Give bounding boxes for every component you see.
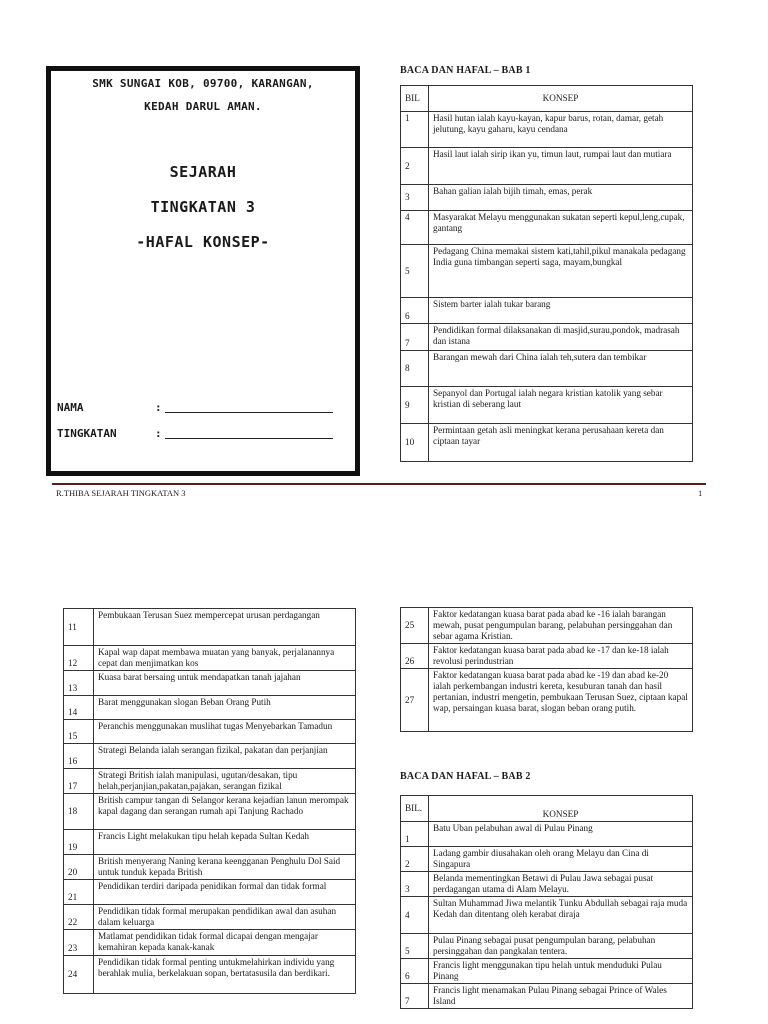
concept-text: Francis light menggunakan tipu helah untuk menduduki Pulau Pinang [429, 959, 693, 984]
row-number: 25 [401, 608, 429, 644]
table-row [401, 112, 693, 148]
table-row [64, 855, 356, 880]
table-row [401, 211, 693, 245]
table-row [64, 830, 356, 855]
page-number: 1 [698, 488, 703, 498]
table-row [64, 769, 356, 794]
school-name-line2: KEDAH DARUL AMAN. [144, 100, 262, 113]
column-header-konsep: KONSEP [429, 796, 693, 822]
row-number: 5 [401, 934, 429, 959]
column-header-konsep: KONSEP [429, 86, 693, 112]
row-number: 13 [64, 671, 94, 696]
concept-text: Francis Light melakukan tipu helah kepada Sultan Kedah [94, 830, 356, 855]
row-number: 16 [64, 744, 94, 769]
row-number: 19 [64, 830, 94, 855]
row-number: 1 [401, 112, 429, 148]
concept-text: Belanda mementingkan Betawi di Pulau Jawa sebagai pusat perdagangan utama di Alam Melayu. [429, 872, 693, 897]
form-blank-line [165, 438, 333, 439]
bab1-table [400, 85, 693, 462]
concept-text: British menyerang Naning kerana keengganan Penghulu Dol Said untuk tunduk kepada British [94, 855, 356, 880]
concept-text: Ladang gambir diusahakan oleh orang Melayu dan Cina di Singapura [429, 847, 693, 872]
concept-text: Pembukaan Terusan Suez mempercepat urusan perdagangan [94, 609, 356, 646]
page-divider [52, 483, 706, 485]
table-row [401, 669, 693, 732]
concept-text: Pendidikan formal dilaksanakan di masjid,surau,pondok, madrasah dan istana [429, 324, 693, 351]
table-row [401, 608, 693, 644]
bab2-table [400, 795, 693, 1009]
table-row [401, 298, 693, 324]
table-header-row [401, 796, 693, 822]
table-row [64, 646, 356, 671]
row-number: 2 [401, 148, 429, 185]
bab1-end-table [400, 607, 693, 732]
table-row [64, 671, 356, 696]
row-number: 7 [401, 984, 429, 1009]
table-row [401, 847, 693, 872]
table-row [64, 956, 356, 994]
row-number: 3 [401, 872, 429, 897]
table-row [64, 720, 356, 744]
concept-text: Batu Uban pelabuhan awal di Pulau Pinang [429, 822, 693, 847]
concept-text: Permintaan getah asli meningkat kerana perusahaan kereta dan ciptaan tayar [429, 424, 693, 462]
row-number: 5 [401, 245, 429, 298]
school-name-line1: SMK SUNGAI KOB, 09700, KARANGAN, [92, 77, 314, 90]
row-number: 12 [64, 646, 94, 671]
document-subtitle: -HAFAL KONSEP- [136, 233, 270, 251]
table-row [401, 148, 693, 185]
table-row [401, 351, 693, 387]
row-number: 2 [401, 847, 429, 872]
name-label: NAMA [57, 401, 84, 414]
concept-text: Barat menggunakan slogan Beban Orang Putih [94, 696, 356, 720]
table-row [401, 872, 693, 897]
table-row [64, 905, 356, 930]
row-number: 20 [64, 855, 94, 880]
concept-text: Sistem barter ialah tukar barang [429, 298, 693, 324]
row-number: 4 [401, 897, 429, 934]
row-number: 22 [64, 905, 94, 930]
row-number: 8 [401, 351, 429, 387]
concept-text: Hasil hutan ialah kayu-kayan, kapur barus, rotan, damar, getah jelutung, kayu gaharu, kayu cendana [429, 112, 693, 148]
bab1-continued-table [63, 608, 356, 994]
row-number: 14 [64, 696, 94, 720]
concept-text: Masyarakat Melayu menggunakan sukatan seperti kepul,leng,cupak, gantang [429, 211, 693, 245]
table-row [64, 744, 356, 769]
form-colon: : [155, 427, 162, 440]
concept-text: Kuasa barat bersaing untuk mendapatkan tanah jajahan [94, 671, 356, 696]
table-row [64, 696, 356, 720]
concept-text: Francis light menamakan Pulau Pinang sebagai Prince of Wales Island [429, 984, 693, 1009]
row-number: 15 [64, 720, 94, 744]
concept-text: Pulau Pinang sebagai pusat pengumpulan barang, pelabuhan persinggahan dan pangkalan tentera. [429, 934, 693, 959]
concept-text: Pendidikan tidak formal merupakan pendidikan awal dan asuhan dalam keluarga [94, 905, 356, 930]
table-row [64, 930, 356, 956]
table-row [401, 245, 693, 298]
bab1-heading: BACA DAN HAFAL – BAB 1 [400, 65, 531, 76]
table-row [401, 644, 693, 669]
concept-text: Pendidikan tidak formal penting untukmelahirkan individu yang berahlak mulia, berkelakuan sopan, bertatasusila dan berdikari. [94, 956, 356, 994]
table-row [64, 880, 356, 905]
concept-text: Hasil laut ialah sirip ikan yu, timun laut, rumpai laut dan mutiara [429, 148, 693, 185]
concept-text: Pendidikan terdiri daripada penidikan formal dan tidak formal [94, 880, 356, 905]
table-row [401, 934, 693, 959]
row-number: 18 [64, 794, 94, 830]
row-number: 6 [401, 959, 429, 984]
table-row [401, 959, 693, 984]
table-row [64, 609, 356, 646]
subject-title: SEJARAH [169, 163, 237, 181]
name-blank-line [165, 412, 333, 413]
form-label: TINGKATAN [57, 427, 117, 440]
concept-text: Pedagang China memakai sistem kati,tahil,pikul manakala pedagang India guna timbangan seperti saga, mayam,bungkal [429, 245, 693, 298]
table-row [401, 185, 693, 211]
footer-author: R.THIBA SEJARAH TINGKATAN 3 [56, 488, 186, 498]
concept-text: Barangan mewah dari China ialah teh,sutera dan tembikar [429, 351, 693, 387]
concept-text: Strategi British ialah manipulasi, ugutan/desakan, tipu helah,perjanjian,pakatan,pajakan, serangan fizikal [94, 769, 356, 794]
row-number: 23 [64, 930, 94, 956]
concept-text: Sepanyol dan Portugal ialah negara kristian katolik yang sebar kristian di seberang laut [429, 387, 693, 424]
table-row [401, 897, 693, 934]
concept-text: Bahan galian ialah bijih timah, emas, perak [429, 185, 693, 211]
row-number: 9 [401, 387, 429, 424]
cover-box [46, 66, 360, 476]
row-number: 11 [64, 609, 94, 646]
row-number: 6 [401, 298, 429, 324]
row-number: 7 [401, 324, 429, 351]
concept-text: Faktor kedatangan kuasa barat pada abad ke -19 dan abad ke-20 ialah perkembangan industri kereta, kesuburan tanah dan hasil pertanian, industri mengetin, pembukaan Terusan Suez, ciptaan kapal wap, persaingan kuasa barat, slogan beban orang putih. [429, 669, 693, 732]
row-number: 27 [401, 669, 429, 732]
concept-text: Kapal wap dapat membawa muatan yang banyak, perjalanannya cepat dan menjimatkan kos [94, 646, 356, 671]
row-number: 3 [401, 185, 429, 211]
concept-text: Faktor kedatangan kuasa barat pada abad ke -17 dan ke-18 ialah revolusi perindustrian [429, 644, 693, 669]
concept-text: Peranchis menggunakan muslihat tugas Menyebarkan Tamadun [94, 720, 356, 744]
table-row [401, 822, 693, 847]
table-row [401, 324, 693, 351]
column-header-bil: BIL. [401, 796, 429, 822]
name-colon: : [155, 401, 162, 414]
row-number: 24 [64, 956, 94, 994]
concept-text: Sultan Muhammad Jiwa melantik Tunku Abdullah sebagai raja muda Kedah dan ditentang oleh kerabat diraja [429, 897, 693, 934]
row-number: 17 [64, 769, 94, 794]
row-number: 4 [401, 211, 429, 245]
form-title: TINGKATAN 3 [150, 198, 256, 216]
table-row [64, 794, 356, 830]
table-header-row [401, 86, 693, 112]
table-row [401, 387, 693, 424]
row-number: 10 [401, 424, 429, 462]
bab2-heading: BACA DAN HAFAL – BAB 2 [400, 771, 531, 782]
table-row [401, 984, 693, 1009]
concept-text: Matlamat pendidikan tidak formal dicapai dengan mengajar kemahiran kepada kanak-kanak [94, 930, 356, 956]
concept-text: British campur tangan di Selangor kerana kejadian lanun merompak kapal dagang dan serangan rumah api Tanjung Rachado [94, 794, 356, 830]
table-row [401, 424, 693, 462]
row-number: 1 [401, 822, 429, 847]
column-header-bil: BIL [401, 86, 429, 112]
row-number: 26 [401, 644, 429, 669]
concept-text: Faktor kedatangan kuasa barat pada abad ke -16 ialah barangan mewah, pusat pengumpulan barang, pelabuhan persinggahan dan sebar agama Kristian. [429, 608, 693, 644]
concept-text: Strategi Belanda ialah serangan fizikal, pakatan dan perjanjian [94, 744, 356, 769]
row-number: 21 [64, 880, 94, 905]
